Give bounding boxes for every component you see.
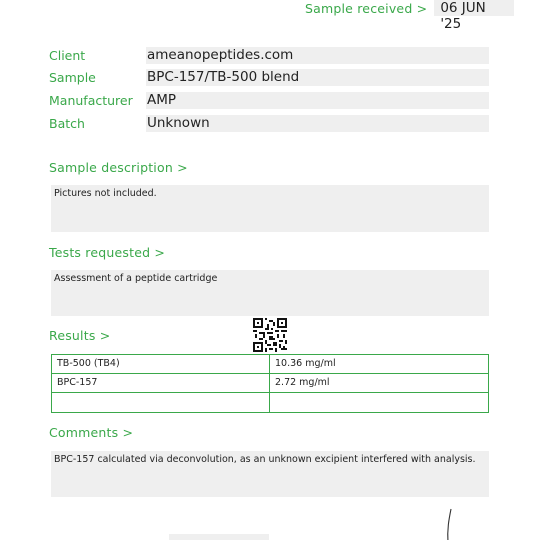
manufacturer-value: AMP [146,92,489,109]
batch-label: Batch [49,115,85,131]
tests-requested-box: Assessment of a peptide cartridge [51,270,489,316]
signature-icon [425,505,465,540]
value-cell: 2.72 mg/ml [275,377,330,388]
table-row [52,355,488,374]
comments-box: BPC-157 calculated via deconvolution, as an unknown excipient interfered with analysis. [51,451,489,497]
sample-received-date: 06 JUN '25 [434,0,514,16]
sample-description-heading: Sample description > [49,160,188,175]
value-cell: 10.36 mg/ml [275,358,336,369]
analyte-cell: TB-500 (TB4) [52,355,270,373]
batch-value: Unknown [146,115,489,132]
sample-label: Sample [49,69,96,85]
analyte-cell: BPC-157 [52,374,270,392]
client-label: Client [49,47,86,63]
bottom-field [169,534,269,540]
sample-value: BPC-157/TB-500 blend [146,69,489,86]
comments-heading: Comments > [49,425,134,440]
manufacturer-label: Manufacturer [49,92,133,108]
qr-code-icon [253,318,287,352]
sample-received [305,0,514,32]
info-row-sample [49,68,489,86]
sample-description-box: Pictures not included. [51,185,489,232]
info-row-client [49,46,489,64]
results-heading: Results > [49,328,111,343]
value-cell [270,393,488,412]
results-table [51,354,489,413]
table-row [52,393,488,412]
info-row-batch [49,114,489,132]
table-row [52,374,488,393]
sample-received-label: Sample received > [305,0,428,16]
analyte-cell [52,393,270,412]
info-row-manufacturer [49,91,489,109]
client-value: ameanopeptides.com [146,47,489,64]
tests-requested-heading: Tests requested > [49,245,166,260]
